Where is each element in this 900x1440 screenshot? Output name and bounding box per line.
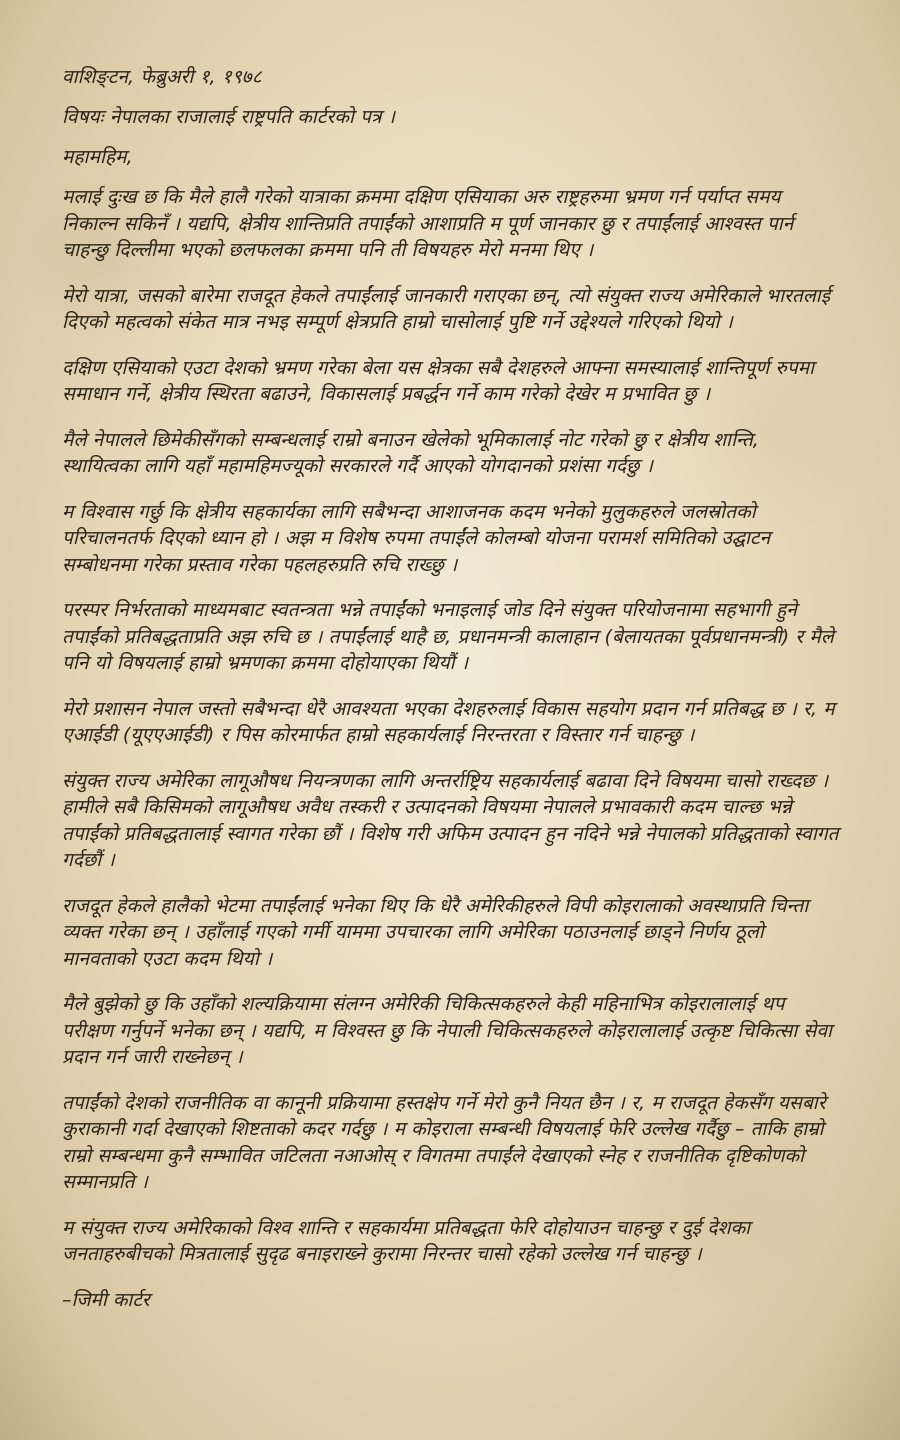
letter-paragraph-5: म विश्वास गर्छु कि क्षेत्रीय सहकार्यका लागि सबैभन्दा आशाजनक कदम भनेको मुलुकहरुले जलस्रोतको परिचालनतर्फ दिएको ध्यान हो । अझ म विशेष रुपमा तपाईंले कोलम्बो योजना परामर्श समितिको उद्घाटन सम्बोधनमा गरेका प्रस्ताव गरेका पहलहरुप्रति रुचि राख्छु ।: [62, 500, 771, 576]
letter-subject: विषयः नेपालका राजालाई राष्ट्रपति कार्टरको पत्र ।: [62, 106, 396, 128]
letter-paragraph-10: मैले बुझेको छु कि उहाँको शल्यक्रियामा संलग्न अमेरिकी चिकित्सकहरुले केही महिनाभित्र कोइरालालाई थप परीक्षण गर्नुपर्ने भनेका छन् । यद्यपि, म विश्वस्त छु कि नेपाली चिकित्सकहरुले कोइरालालाई उत्कृष्ट चिकित्सा सेवा प्रदान गर्न जारी राख्नेछन् ।: [62, 993, 833, 1068]
letter-paragraph-2: मेरो यात्रा, जसको बारेमा राजदूत हेकले तपाईंलाई जानकारी गराएका छन्, त्यो संयुक्त राज्य अमेरिकाले भारतलाई दिएको महत्वको संकेत मात्र नभइ सम्पूर्ण क्षेत्रप्रति हाम्रो चासोलाई पुष्टि गर्ने उद्देश्यले गरिएको थियो ।: [62, 284, 831, 333]
letter-paragraph-4: मैले नेपालले छिमेकीसँगको सम्बन्धलाई राम्रो बनाउन खेलेको भूमिकालाई नोट गरेको छु र क्षेत्रीय शान्ति, स्थायित्वका लागि यहाँ महामहिमज्यूको सरकारले गर्दै आएको योगदानको प्रशंसा गर्दछु ।: [62, 428, 759, 477]
letter-paragraph-11: तपाईंको देशको राजनीतिक वा कानूनी प्रक्रियामा हस्तक्षेप गर्ने मेरो कुनै नियत छैन । र, म राजदूत हेकसँग यसबारे कुराकानी गर्दा देखाएको शिष्टताको कदर गर्दछु । म कोइराला सम्बन्धी विषयलाई फेरि उल्लेख गर्दैछु – ताकि हाम्रो राम्रो सम्बन्धमा कुनै सम्भावित जटिलता नआओस् र विगतमा तपाईंले देखाएको स्नेह र राजनीतिक दृष्टिकोणको सम्मानप्रति ।: [62, 1091, 826, 1193]
letter-paragraph-9: राजदूत हेकले हालैको भेटमा तपाईंलाई भनेका थिए कि धेरै अमेरिकीहरुले विपी कोइरालाको अवस्थाप्रति चिन्ता व्यक्त गरेका छन् । उहाँलाई गएको गर्मी याममा उपचारका लागि अमेरिका पठाउनलाई छाड्ने निर्णय ठूलो मानवताको एउटा कदम थियो ।: [62, 894, 809, 970]
letter-signature: –जिमी कार्टर: [62, 1288, 150, 1311]
letter-salutation: महामहिम,: [62, 146, 133, 168]
letter-paragraph-1: मलाई दुःख छ कि मैले हालै गरेको यात्राका क्रममा दक्षिण एसियाका अरु राष्ट्रहरुमा भ्रमण गर्न पर्याप्त समय निकाल्न सकिनँ । यद्यपि, क्षेत्रीय शान्तिप्रति तपाईंको आशाप्रति म पूर्ण जानकार छु र तपाईंलाई आश्वस्त पार्न चाहन्छु दिल्लीमा भएको छलफलका क्रममा पनि ती विषयहरु मेरो मनमा थिए ।: [62, 186, 794, 261]
letter-paragraph-12: म संयुक्त राज्य अमेरिकाको विश्व शान्ति र सहकार्यमा प्रतिबद्धता फेरि दोहोयाउन चाहन्छु र दुई देशका जनताहरुबीचको मित्रतालाई सुदृढ बनाइराख्ने कुरामा निरन्तर चासो रहेको उल्लेख गर्न चाहन्छु ।: [62, 1216, 751, 1265]
letter-paragraph-3: दक्षिण एसियाको एउटा देशको भ्रमण गरेका बेला यस क्षेत्रका सबै देशहरुले आफ्ना समस्यालाई शान्तिपूर्ण रुपमा समाधान गर्ने, क्षेत्रीय स्थिरता बढाउने, विकासलाई प्रबर्द्धन गर्ने काम गरेको देखेर म प्रभावित छु ।: [62, 356, 815, 405]
letter-paragraph-6: परस्पर निर्भरताको माध्यमबाट स्वतन्त्रता भन्ने तपाईंको भनाइलाई जोड दिने संयुक्त परियोजनामा सहभागी हुने तपाईंको प्रतिबद्धताप्रति अझ रुचि छ । तपाईंलाई थाहै छ, प्रधानमन्त्री कालाहान (बेलायतका पूर्वप्रधानमन्त्री) र मैले पनि यो विषयलाई हाम्रो भ्रमणका क्रममा दोहोयाएका थियौं ।: [62, 599, 834, 674]
letter-paragraph-7: मेरो प्रशासन नेपाल जस्तो सबैभन्दा धेरै आवश्यता भएका देशहरुलाई विकास सहयोग प्रदान गर्न प्रतिबद्ध छ । र, म एआईडी (यूएएआईडी) र पिस कोरमार्फत हाम्रो सहकार्यलाई निरन्तरता र विस्तार गर्न चाहन्छु ।: [62, 697, 835, 746]
letter-paragraph-8: संयुक्त राज्य अमेरिका लागूऔषध नियन्त्रणका लागि अन्तर्राष्ट्रिय सहकार्यलाई बढावा दिने विषयमा चासो राख्दछ । हामीले सबै किसिमको लागूऔषध अवैध तस्करी र उत्पादनको विषयमा नेपालले प्रभावकारी कदम चाल्छ भन्ने तपाईंको प्रतिबद्धतालाई स्वागत गरेका छौं । विशेष गरी अफिम उत्पादन हुन नदिने भन्ने नेपालको प्रतिद्धताको स्वागत गर्दछौं ।: [62, 769, 839, 871]
letter-dateline: वाशिङ्टन, फेब्रुअरी १, १९७८: [62, 66, 262, 88]
